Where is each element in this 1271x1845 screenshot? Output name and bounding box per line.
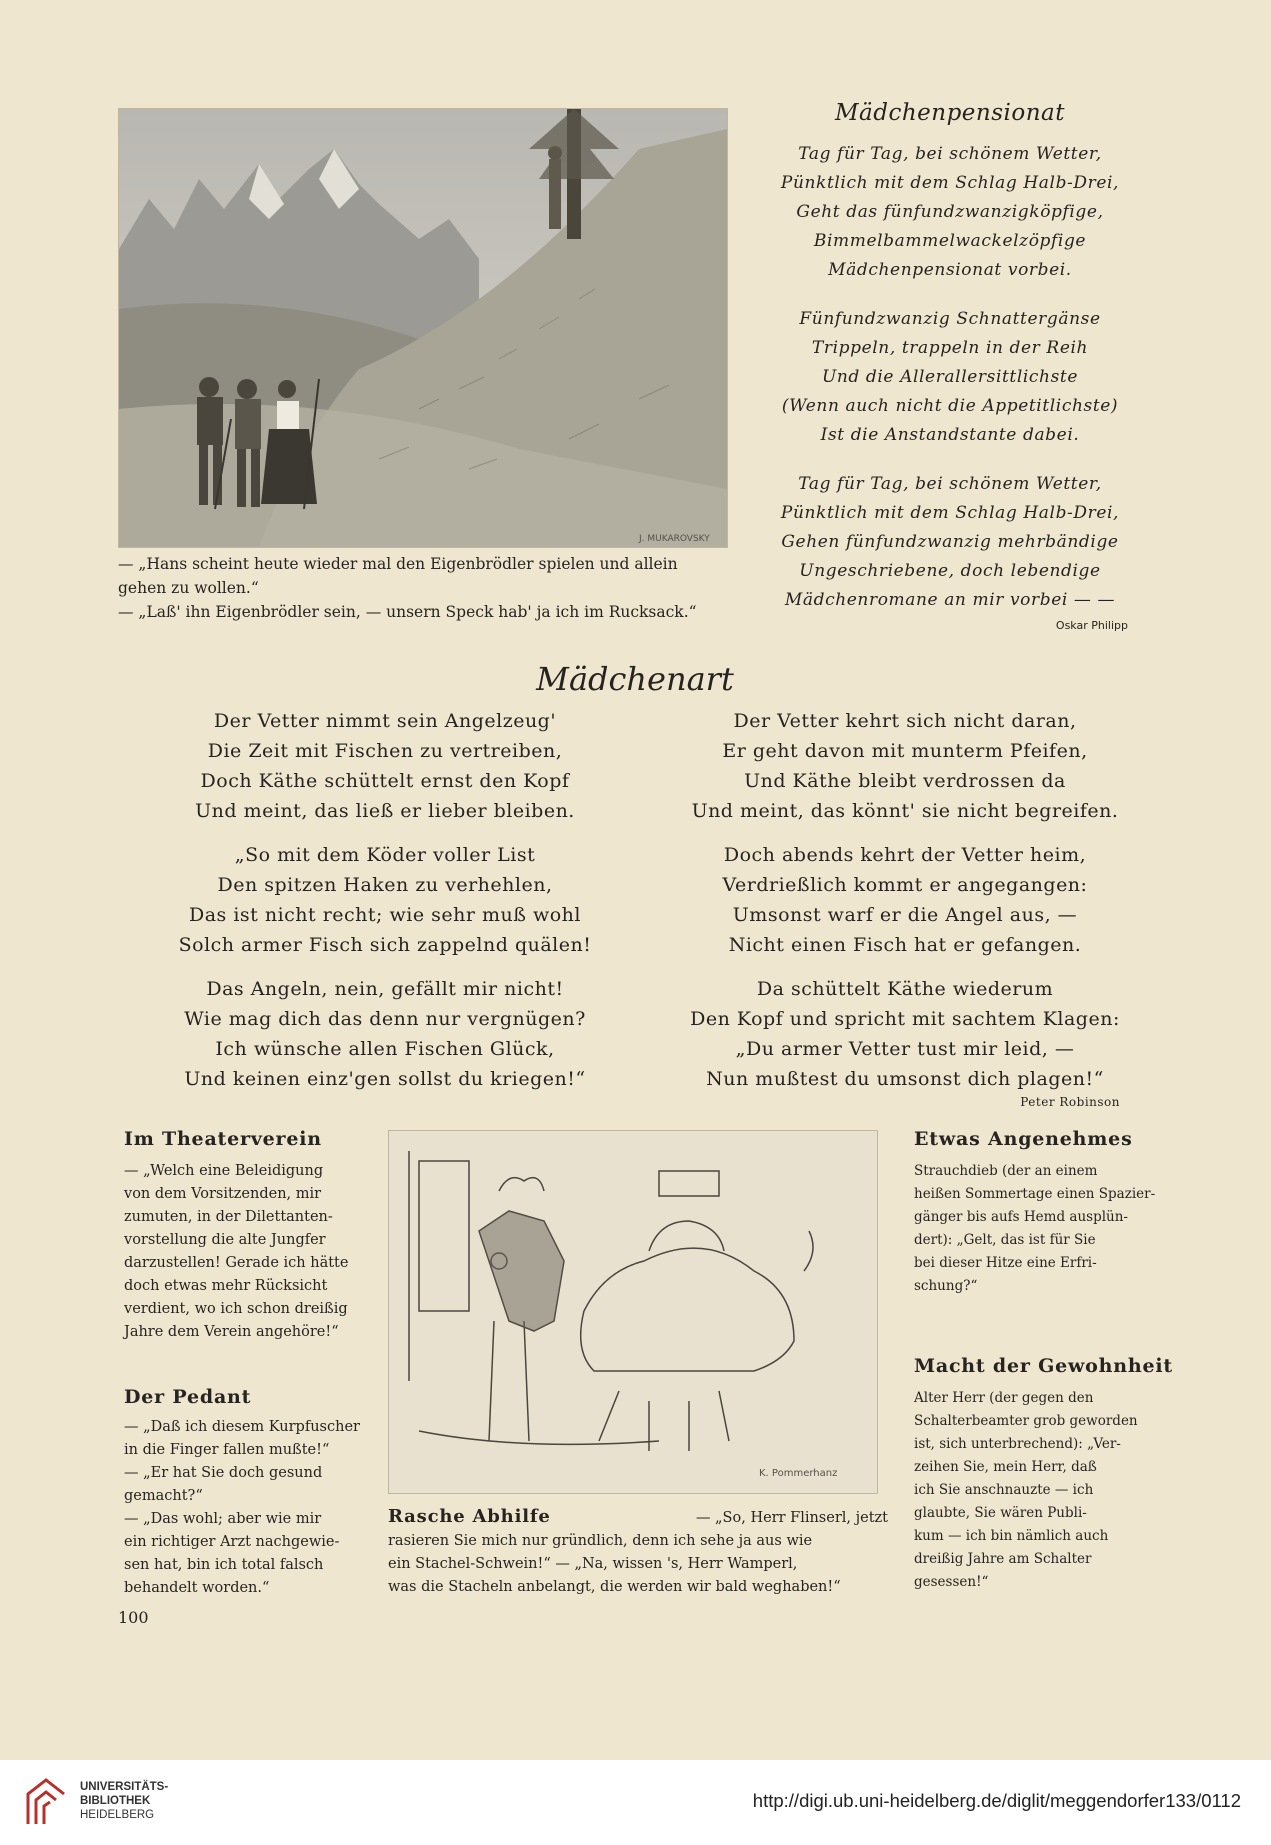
footer — [0, 1760, 1271, 1845]
poem-line: Ist die Anstandstante dabei. — [820, 425, 1080, 445]
text-line: zumuten, in der Dilettanten- — [124, 1209, 333, 1225]
abhilfe-first-line — [388, 1506, 888, 1530]
library-line: HEIDELBERG — [80, 1809, 155, 1821]
text-line: darzustellen! Gerade ich hätte — [124, 1255, 349, 1271]
poem-line: Fünfundzwanzig Schnattergänse — [799, 309, 1101, 329]
text-line: ich Sie anschnauzte — ich — [914, 1482, 1094, 1498]
article-gewohnheit — [914, 1355, 1173, 1594]
text-line: kum — ich bin nämlich auch — [914, 1528, 1109, 1544]
poem-title-maedchenart: Mädchenart — [536, 660, 734, 698]
poem-line: Tag für Tag, bei schönem Wetter, — [798, 474, 1102, 494]
university-logo-icon — [22, 1774, 70, 1830]
poem-line: Solch armer Fisch sich zappelnd quälen! — [178, 934, 592, 956]
text-line: Schalterbeamter grob geworden — [914, 1413, 1138, 1429]
poem-line: Der Vetter nimmt sein Angelzeug' — [213, 710, 557, 732]
library-name — [80, 1780, 168, 1822]
poem-line: „Du armer Vetter tust mir leid, — — [735, 1038, 1075, 1060]
text-line: schung?“ — [914, 1278, 978, 1294]
poem-line: Pünktlich mit dem Schlag Halb-Drei, — [780, 173, 1120, 193]
text-line: behandelt worden.“ — [124, 1580, 270, 1596]
stanza — [150, 974, 620, 1094]
poem-line: Er geht davon mit munterm Pfeifen, — [722, 740, 1088, 762]
article-title: Der Pedant — [124, 1386, 252, 1408]
poem-author: Peter Robinson — [1020, 1095, 1120, 1109]
article-angenehmes — [914, 1128, 1154, 1298]
stanza — [150, 706, 620, 826]
text-line: gesessen!“ — [914, 1574, 989, 1590]
mountain-signature: J. MUKAROVSKY — [639, 534, 710, 544]
poem-maedchenart-right — [660, 706, 1150, 1110]
poem-line: Und meint, das könnt' sie nicht begreifen. — [691, 800, 1119, 822]
poem-line: Gehen fünfundzwanzig mehrbändige — [781, 532, 1119, 552]
poem-line: Da schüttelt Käthe wiederum — [756, 978, 1054, 1000]
article-body — [124, 1160, 359, 1344]
poem-line: Nicht einen Fisch hat er gefangen. — [728, 934, 1082, 956]
text-line: — „Er hat Sie doch gesund — [124, 1465, 323, 1481]
stanza — [750, 470, 1150, 615]
text-line: Strauchdieb (der an einem — [914, 1163, 1098, 1179]
text-line: ein richtiger Arzt nachgewie- — [124, 1534, 340, 1550]
poem-maedchenpensionat — [750, 100, 1150, 632]
text-line: ist, sich unterbrechend): „Ver- — [914, 1436, 1121, 1452]
poem-line: Ich wünsche allen Fischen Glück, — [215, 1038, 555, 1060]
mountain-hikers-illustration-icon — [119, 109, 727, 547]
stanza — [660, 706, 1150, 826]
poem-line: Pünktlich mit dem Schlag Halb-Drei, — [780, 503, 1120, 523]
barber-illustration — [388, 1130, 878, 1494]
page-number: 100 — [118, 1608, 149, 1627]
poem-author: Oskar Philipp — [1055, 619, 1128, 632]
poem-line: Den spitzen Haken zu verhehlen, — [217, 874, 553, 896]
poem-line: Doch Käthe schüttelt ernst den Kopf — [200, 770, 570, 792]
text-line: — „Das wohl; aber wie mir — [124, 1511, 322, 1527]
poem-line: Trippeln, trappeln in der Reih — [811, 338, 1089, 358]
text-line: Jahre dem Verein angehöre!“ — [124, 1324, 339, 1340]
text-line: bei dieser Hitze eine Erfri- — [914, 1255, 1097, 1271]
poem-line: Das Angeln, nein, gefällt mir nicht! — [206, 978, 564, 1000]
text-line: sen hat, bin ich total falsch — [124, 1557, 324, 1573]
article-body — [914, 1160, 1154, 1298]
poem-line: Ungeschriebene, doch lebendige — [799, 561, 1101, 581]
text-line: gänger bis aufs Hemd ausplün- — [914, 1209, 1128, 1225]
poem-line: Wie mag dich das denn nur vergnügen? — [184, 1008, 586, 1030]
poem-line: Die Zeit mit Fischen zu vertreiben, — [207, 740, 563, 762]
text-line: von dem Vorsitzenden, mir — [124, 1186, 322, 1202]
barber-shop-illustration-icon — [389, 1131, 877, 1493]
text-line: — „So, Herr Flinserl, jetzt — [695, 1510, 888, 1526]
text-line: rasieren Sie mich nur gründlich, denn ich sehe ja aus wie — [388, 1533, 813, 1549]
poem-line: Und die Allerallersittlichste — [821, 367, 1079, 387]
text-line: — „Daß ich diesem Kurpfuscher — [124, 1419, 360, 1435]
article-body — [914, 1387, 1154, 1594]
poem-line: „So mit dem Köder voller List — [234, 844, 536, 866]
article-body — [124, 1416, 359, 1600]
text-line: ein Stachel-Schwein!“ — „Na, wissen 's, Herr Wamperl, — [388, 1556, 798, 1572]
poem-line: Verdrießlich kommt er angegangen: — [722, 874, 1088, 896]
caption-line: — „Laß' ihn Eigenbrödler sein, — unsern Speck hab' ja ich im Rucksack.“ — [118, 603, 697, 621]
poem-line: Mädchenpensionat vorbei. — [828, 260, 1072, 280]
text-line: zeihen Sie, mein Herr, daß — [914, 1459, 1097, 1475]
poem-line: Der Vetter kehrt sich nicht daran, — [733, 710, 1077, 732]
stanza — [660, 840, 1150, 960]
poem-line: Den Kopf und spricht mit sachtem Klagen: — [690, 1008, 1120, 1030]
stanza — [150, 840, 620, 960]
poem-title: Mädchenpensionat — [834, 100, 1066, 126]
article-title: Etwas Angenehmes — [914, 1128, 1133, 1150]
poem-line: Und meint, das ließ er lieber bleiben. — [195, 800, 575, 822]
poem-line: Geht das fünfundzwanzigköpfige, — [796, 202, 1104, 222]
text-line: doch etwas mehr Rücksicht — [124, 1278, 328, 1294]
article-title: Im Theaterverein — [124, 1128, 322, 1150]
text-line: glaubte, Sie wären Publi- — [914, 1505, 1087, 1521]
stanza — [660, 974, 1150, 1094]
mountain-illustration — [118, 108, 728, 548]
library-line: BIBLIOTHEK — [80, 1795, 151, 1807]
source-url-link[interactable]: http://digi.ub.uni-heidelberg.de/diglit/meggendorfer133/0112 — [752, 1790, 1241, 1811]
text-line: Alter Herr (der gegen den — [914, 1390, 1094, 1406]
article-title: Rasche Abhilfe — [388, 1506, 551, 1527]
article-theaterverein — [124, 1128, 359, 1344]
poem-line: Und keinen einz'gen sollst du kriegen!“ — [184, 1068, 586, 1090]
text-line: verdient, wo ich schon dreißig — [124, 1301, 348, 1317]
stanza — [750, 305, 1150, 450]
stanza — [750, 140, 1150, 285]
article-pedant — [124, 1386, 359, 1600]
article-abhilfe — [388, 1506, 888, 1599]
text-line: dert): „Gelt, das ist für Sie — [914, 1232, 1096, 1248]
text-line: in die Finger fallen mußte!“ — [124, 1442, 330, 1458]
poem-line: Und Käthe bleibt verdrossen da — [744, 770, 1066, 792]
caption-line: gehen zu wollen.“ — [118, 579, 259, 597]
poem-maedchenart-left — [150, 706, 620, 1094]
poem-line: (Wenn auch nicht die Appetitlichste) — [781, 396, 1119, 416]
mountain-caption — [118, 552, 738, 624]
poem-line: Mädchenromane an mir vorbei — — — [784, 590, 1116, 610]
poem-line: Tag für Tag, bei schönem Wetter, — [798, 144, 1102, 164]
text-line: dreißig Jahre am Schalter — [914, 1551, 1092, 1567]
text-line: gemacht?“ — [124, 1488, 203, 1504]
article-title: Macht der Gewohnheit — [914, 1355, 1173, 1377]
poem-line: Umsonst warf er die Angel aus, — — [732, 904, 1078, 926]
poem-line: Nun mußtest du umsonst dich plagen!“ — [706, 1068, 1104, 1090]
caption-line: — „Hans scheint heute wieder mal den Eigenbrödler spielen und allein — [118, 555, 678, 573]
text-line: — „Welch eine Beleidigung — [124, 1163, 324, 1179]
text-line: vorstellung die alte Jungfer — [124, 1232, 326, 1248]
library-line: UNIVERSITÄTS- — [80, 1781, 169, 1793]
poem-line: Bimmelbammelwackelzöpfige — [813, 231, 1087, 251]
text-line: was die Stacheln anbelangt, die werden wir bald weghaben!“ — [388, 1579, 841, 1595]
poem-line: Das ist nicht recht; wie sehr muß wohl — [189, 904, 581, 926]
text-line: heißen Sommertage einen Spazier- — [914, 1186, 1156, 1202]
poem-line: Doch abends kehrt der Vetter heim, — [723, 844, 1087, 866]
barber-signature: K. Pommerhanz — [759, 1468, 838, 1479]
article-body — [388, 1530, 888, 1599]
